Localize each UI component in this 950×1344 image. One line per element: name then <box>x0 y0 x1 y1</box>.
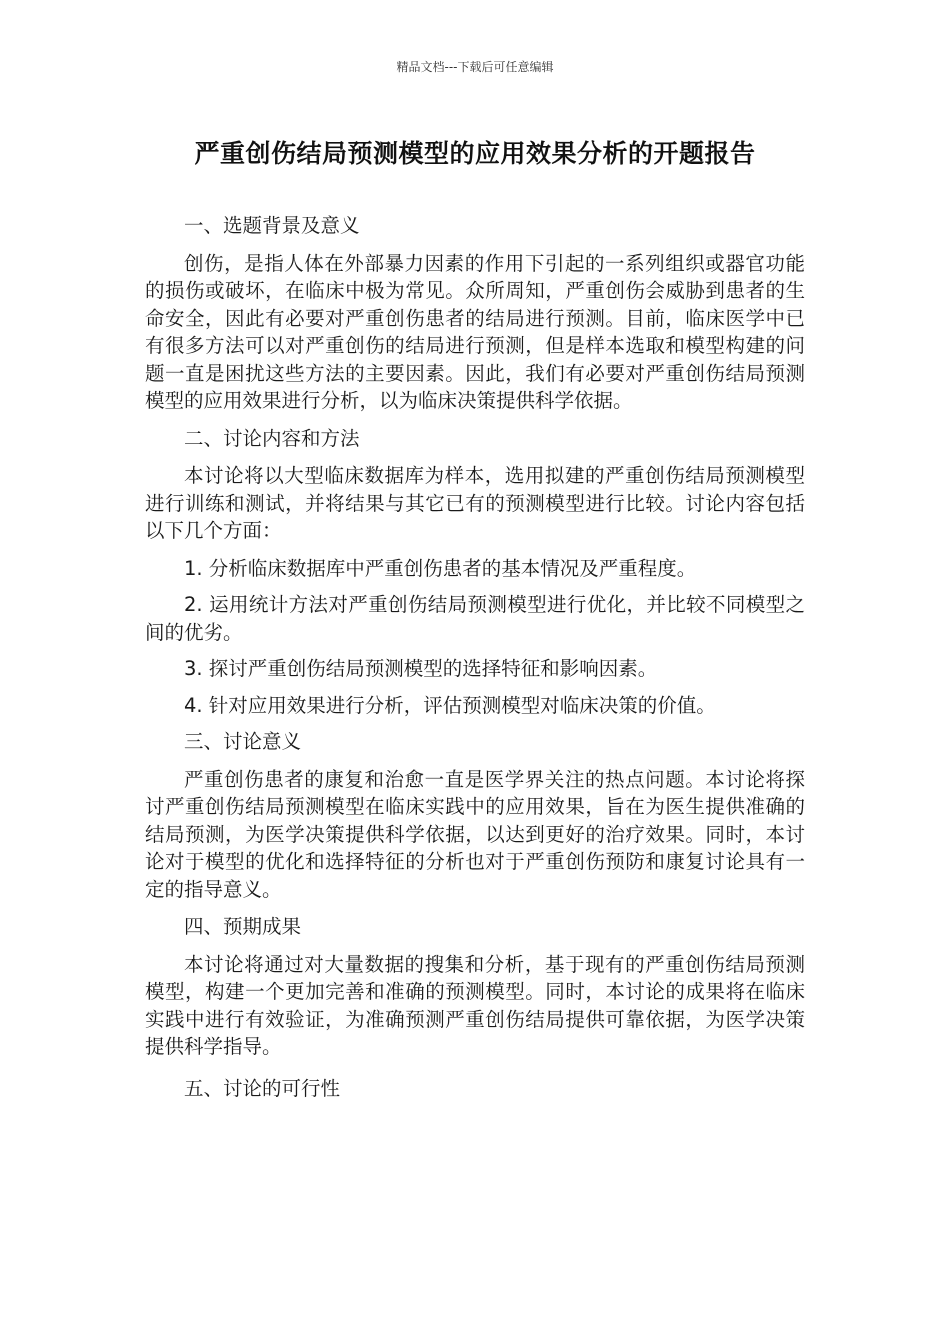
page-header-watermark: 精品文档---下载后可任意编辑 <box>396 60 554 74</box>
list-item: 1. 分析临床数据库中严重创伤患者的基本情况及严重程度。 <box>184 556 697 580</box>
paragraph-expected-results: 本讨论将通过对大量数据的搜集和分析，基于现有的严重创伤结局预测模型，构建一个更加完善和准确的预测模型。同时，本讨论的成果将在临床实践中进行有效验证，为准确预测严重创伤结局提供可靠依据，为医学决策提供科学指导。 <box>145 952 805 1058</box>
section-heading-feasibility: 五、讨论的可行性 <box>184 1076 341 1100</box>
list-item: 4. 针对应用效果进行分析，评估预测模型对临床决策的价值。 <box>184 693 716 717</box>
section-heading-expected-results: 四、预期成果 <box>184 915 302 938</box>
section-heading-background: 一、选题背景及意义 <box>184 214 360 237</box>
paragraph-content-methods: 本讨论将以大型临床数据库为样本，选用拟建的严重创伤结局预测模型进行训练和测试，并将结果与其它已有的预测模型进行比较。讨论内容包括以下几个方面： <box>145 464 805 542</box>
document-title: 严重创伤结局预测模型的应用效果分析的开题报告 <box>194 139 756 168</box>
list-item: 2. 运用统计方法对严重创伤结局预测模型进行优化，并比较不同模型之间的优劣。 <box>145 593 805 644</box>
section-heading-content-methods: 二、讨论内容和方法 <box>184 426 360 450</box>
list-item: 3. 探讨严重创伤结局预测模型的选择特征和影响因素。 <box>184 657 658 680</box>
document-body <box>145 212 805 1112</box>
paragraph-significance: 严重创伤患者的康复和治愈一直是医学界关注的热点问题。本讨论将探讨严重创伤结局预测模型在临床实践中的应用效果，旨在为医生提供准确的结局预测，为医学决策提供科学依据，以达到更好的治疗效果。同时，本讨论对于模型的优化和选择特征的分析也对于严重创伤预防和康复讨论具有一定的指导意义。 <box>145 767 805 901</box>
paragraph-background: 创伤，是指人体在外部暴力因素的作用下引起的一系列组织或器官功能的损伤或破坏，在临床中极为常见。众所周知，严重创伤会威胁到患者的生命安全，因此有必要对严重创伤患者的结局进行预测。目前，临床医学中已有很多方法可以对严重创伤的结局进行预测，但是样本选取和模型构建的问题一直是困扰这些方法的主要因素。因此，我们有必要对严重创伤结局预测模型的应用效果进行分析，以为临床决策提供科学依据。 <box>145 251 805 412</box>
section-heading-significance: 三、讨论意义 <box>184 730 302 753</box>
